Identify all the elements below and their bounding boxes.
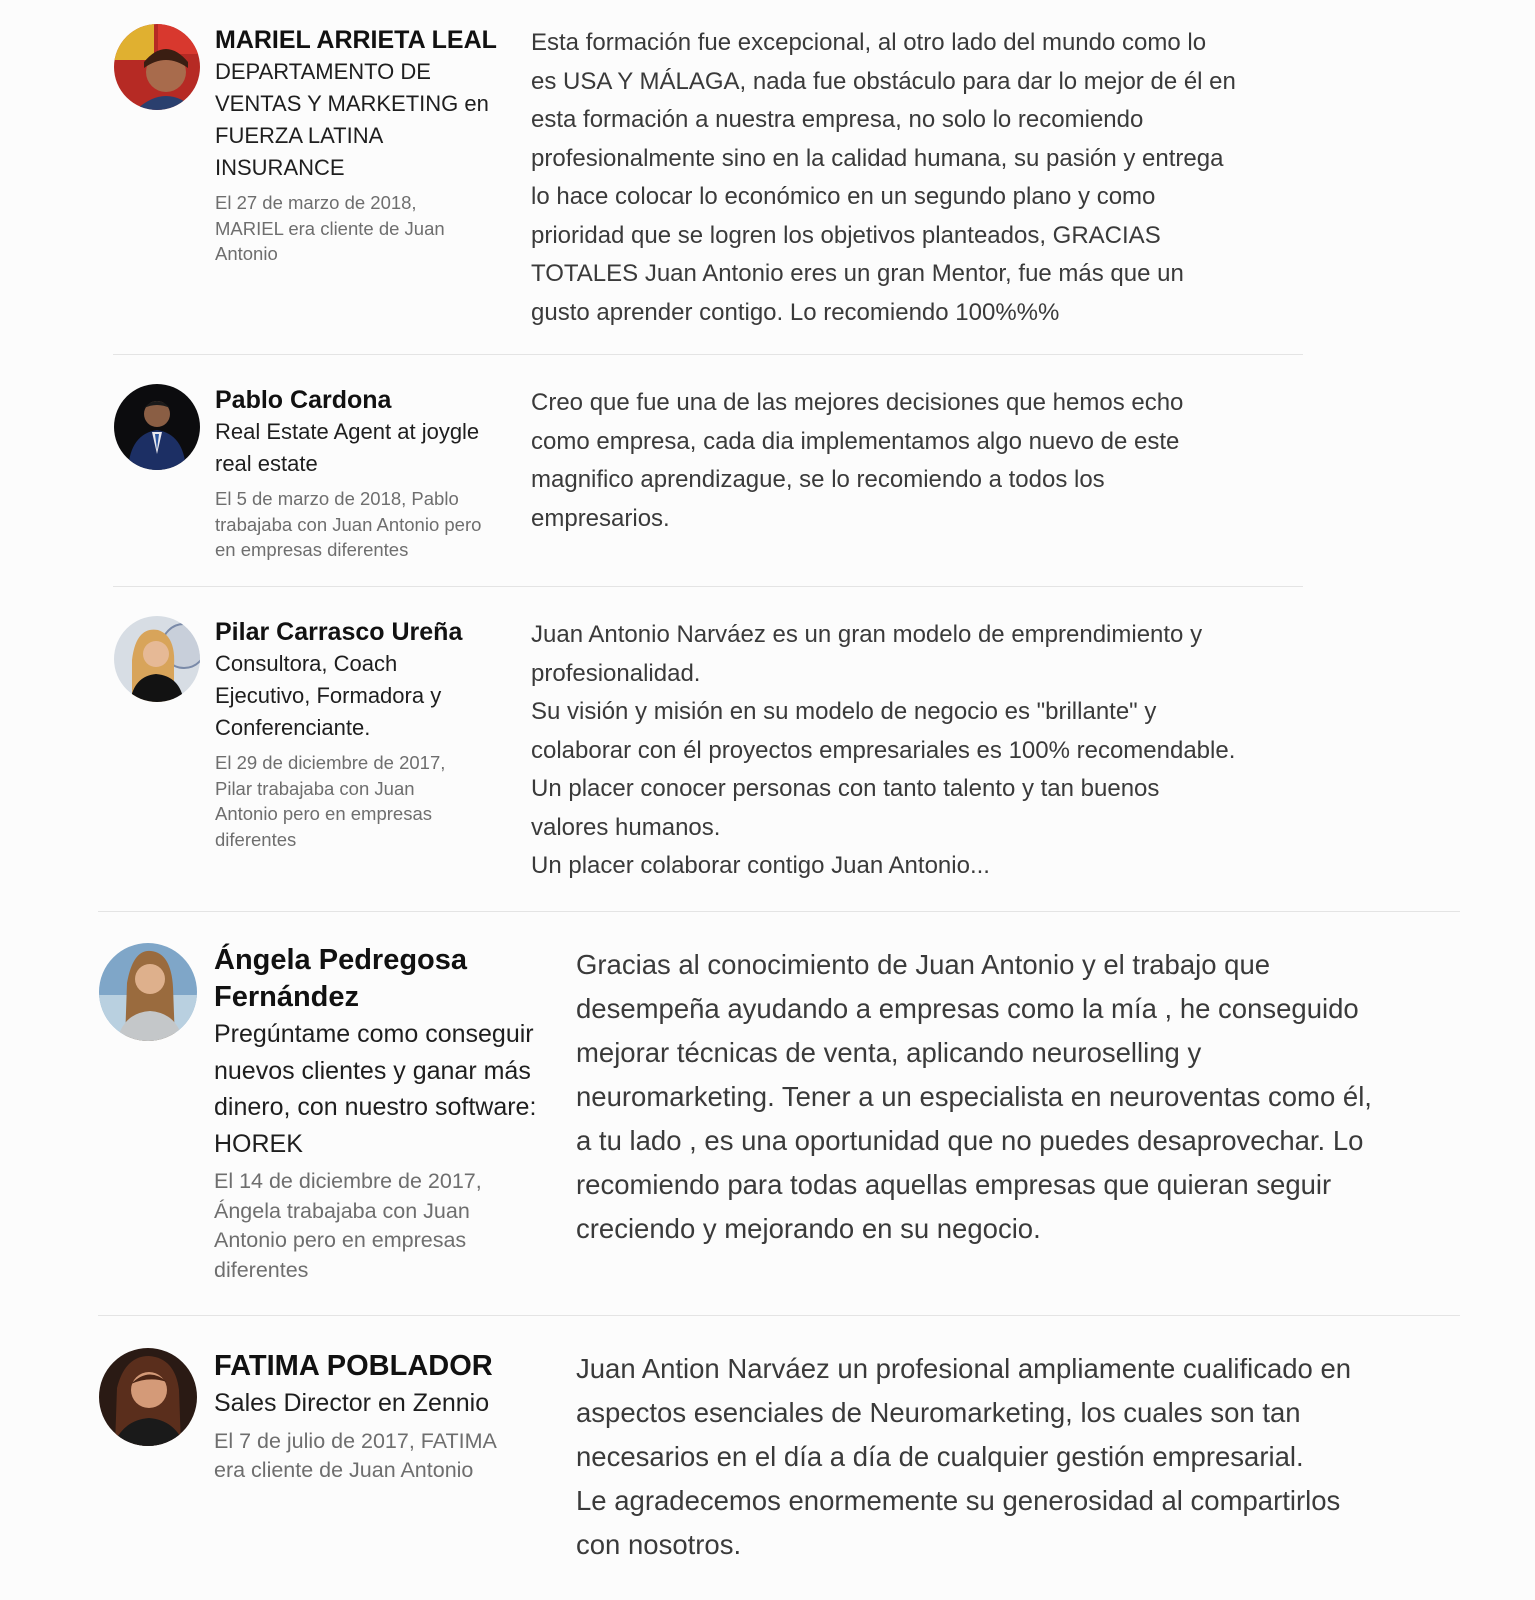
text-line: Juan Antion Narváez un profesional ampliamente cualificado en: [576, 1353, 1352, 1384]
text-line: Esta formación fue excepcional, al otro lado del mundo como lo: [531, 29, 1207, 56]
relationship-meta: El 29 de diciembre de 2017, Pilar trabajaba con Juan Antonio pero en empresas diferentes: [215, 752, 446, 850]
text-line: lo hace colocar lo económico en un segundo plano y como: [531, 183, 1156, 210]
text-line: con nosotros.: [576, 1529, 742, 1560]
author-headline: Consultora, Coach Ejecutivo, Formadora y Conferenciante.: [215, 651, 442, 740]
text-line: magnifico aprendizague, se lo recomiendo a todos los: [531, 466, 1105, 493]
person-avatar-icon[interactable]: [114, 616, 200, 702]
author-name[interactable]: Pablo Cardona: [215, 386, 392, 414]
text-line: prioridad que se logren los objetivos planteados, GRACIAS: [531, 221, 1161, 249]
text-line: Juan Antonio Narváez es un gran modelo de emprendimiento y: [531, 621, 1203, 648]
divider: [113, 586, 1303, 587]
text-line: empresarios.: [531, 504, 670, 532]
text-line: profesionalidad.: [531, 659, 701, 687]
text-line: valores humanos.: [531, 813, 721, 841]
text-line: TOTALES Juan Antonio eres un gran Mentor, fue más que un: [531, 260, 1184, 287]
author-headline: Pregúntame como conseguir nuevos clientes y ganar más dinero, con nuestro software: HOREK: [214, 1020, 537, 1158]
relationship-meta: El 5 de marzo de 2018, Pablo trabajaba con Juan Antonio pero en empresas diferentes: [215, 488, 482, 560]
recommendation-text: [531, 616, 1235, 886]
text-line: Creo que fue una de las mejores decisiones que hemos echo: [531, 389, 1184, 416]
text-line: mejorar técnicas de venta, aplicando neuroselling y: [576, 1037, 1202, 1068]
relationship-meta: El 14 de diciembre de 2017, Ángela trabajaba con Juan Antonio pero en empresas diferentes: [214, 1169, 482, 1283]
person-avatar-icon[interactable]: [99, 943, 197, 1041]
text-line: Un placer colaborar contigo Juan Antonio...: [531, 852, 990, 879]
person-avatar-icon[interactable]: [99, 1348, 197, 1446]
text-line: a tu lado , es una oportunidad que no puedes desaprovechar. Lo: [576, 1125, 1364, 1156]
text-line: Le agradecemos enormemente su generosidad al compartirlos: [576, 1485, 1341, 1516]
text-line: Un placer conocer personas con tanto talento y tan buenos: [531, 775, 1160, 802]
text-line: aspectos esenciales de Neuromarketing, los cuales son tan: [576, 1397, 1301, 1428]
text-line: profesionalmente sino en la calidad humana, su pasión y entrega: [531, 144, 1224, 172]
author-headline: Sales Director en Zennio: [214, 1389, 490, 1417]
author-headline: Real Estate Agent at joygle real estate: [215, 419, 480, 476]
relationship-meta: El 27 de marzo de 2018, MARIEL era cliente de Juan Antonio: [215, 192, 445, 264]
relationship-meta: El 7 de julio de 2017, FATIMA era cliente de Juan Antonio: [214, 1428, 496, 1483]
recommendation-text: [576, 943, 1372, 1251]
divider: [98, 1315, 1460, 1316]
text-line: gusto aprender contigo. Lo recomiendo 100%%%: [531, 298, 1060, 326]
text-line: es USA Y MÁLAGA, nada fue obstáculo para dar lo mejor de él en: [531, 67, 1236, 95]
recommendation-text: [531, 24, 1236, 332]
text-line: recomiendo para todas aquellas empresas que quieran seguir: [576, 1169, 1332, 1200]
text-line: Gracias al conocimiento de Juan Antonio y el trabajo que: [576, 949, 1271, 980]
person-avatar-icon[interactable]: [114, 24, 200, 110]
author-name[interactable]: Ángela Pedregosa Fernández: [214, 944, 468, 1013]
divider: [113, 354, 1303, 355]
text-line: esta formación a nuestra empresa, no solo lo recomiendo: [531, 106, 1144, 133]
person-avatar-icon[interactable]: [114, 384, 200, 470]
author-name[interactable]: Pilar Carrasco Ureña: [215, 618, 463, 646]
text-line: como empresa, cada dia implementamos algo nuevo de este: [531, 427, 1180, 455]
text-line: desempeña ayudando a empresas como la mía , he conseguido: [576, 993, 1359, 1024]
text-line: Su visión y misión en su modelo de negocio es "brillante" y: [531, 698, 1157, 725]
text-line: colaborar con él proyectos empresariales es 100% recomendable.: [531, 736, 1236, 764]
author-name[interactable]: MARIEL ARRIETA LEAL: [215, 26, 497, 54]
author-name[interactable]: FATIMA POBLADOR: [214, 1350, 493, 1382]
text-line: neuromarketing. Tener a un especialista en neuroventas como él,: [576, 1081, 1372, 1112]
recommendation-text: [531, 384, 1183, 538]
text-line: creciendo y mejorando en su negocio.: [576, 1213, 1041, 1244]
author-headline: DEPARTAMENTO DE VENTAS Y MARKETING en FUERZA LATINA INSURANCE: [215, 59, 489, 180]
text-line: necesarios en el día a día de cualquier gestión empresarial.: [576, 1441, 1304, 1472]
recommendation-text: [576, 1347, 1351, 1567]
divider: [98, 911, 1460, 912]
